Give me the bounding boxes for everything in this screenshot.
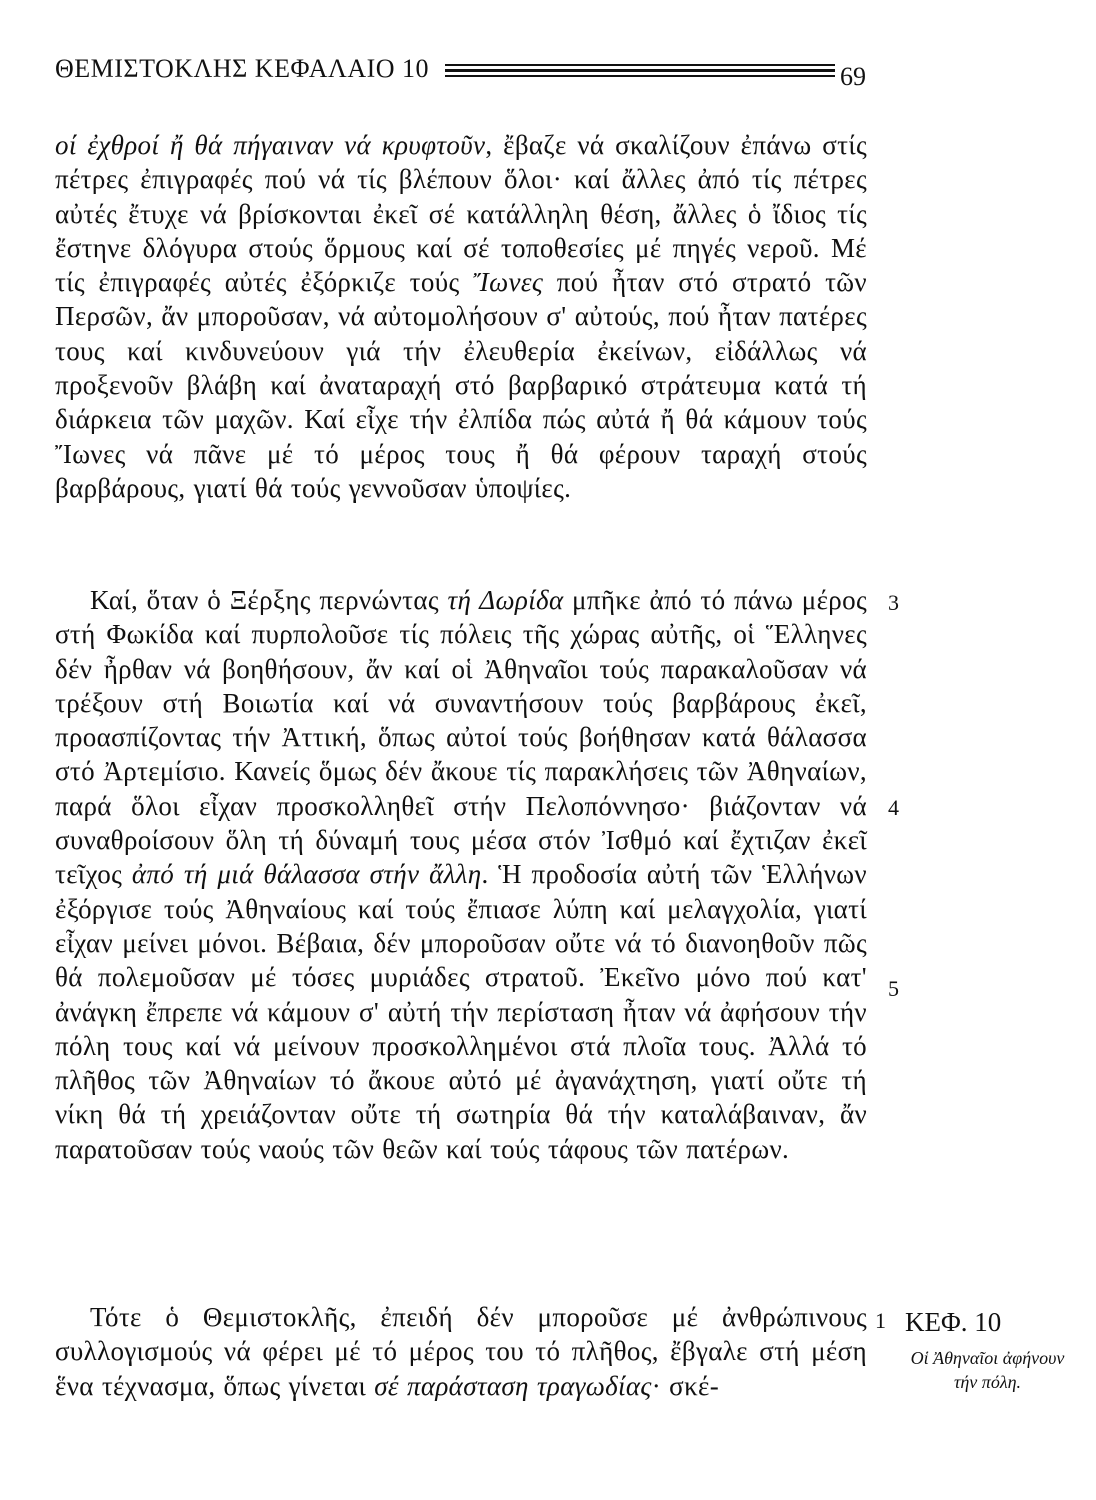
text-segment: Ἴωνες [473, 267, 544, 298]
text-segment: ἀπό τή μιά θάλασσα στήν ἄλλη [131, 859, 482, 890]
text-segment: Τότε ὁ Θεμιστοκλῆς, ἐπειδή δέν μποροῦσε μέ ἀνθρώπινους συλλογισμούς νά φέρει μέ τό μέρος του τό πλῆθος, ἔβγαλε στή μέση ἕνα τέχνασμα, ὅπως γίνεται [55, 1302, 867, 1401]
chapter-label: ΚΕΦ. 10 [905, 1307, 1002, 1337]
margin-section-number: 1 [875, 1308, 886, 1333]
text-segment: , ἔβαζε νά σκαλίζουν ἐπάνω στίς πέτρες ἐπιγραφές πού νά τίς βλέπουν ὅλοι· καί ἄλλες ἀπό τίς πέτρες αὐτές ἔτυχε νά βρίσκονται ἐκεῖ σέ κατάλληλη θέση, ἄλλες ὁ ἴδιος τίς ἔστηνε δλόγυρα στούς ὅρμους καί σέ τοποθεσίες μέ πηγές νεροῦ. Μέ τίς ἐπιγραφές αὐτές ἐξόρκιζε τούς [55, 130, 867, 298]
text-segment: πού ἦταν στό στρατό τῶν Περσῶν, ἄν μποροῦσαν, νά αὐτομολήσουν σ' αὐτούς, πού ἦταν πατέρες τους καί κινδυνεύουν γιά τήν ἐλευθερία ἐκείνων, εἰδάλλως νά προξενοῦν βλάβη καί ἀναταραχή στό βαρβαρικό στράτευμα κατά τή διάρκεια τῶν μαχῶν. Καί εἶχε τήν ἐλπίδα πώς αὐτά ἤ θά κάμουν τούς Ἴωνες νά πᾶνε μέ τό μέρος τους ἤ θά φέρουν ταραχή στούς βαρβάρους, γιατί θά τούς γεννοῦσαν ὑποψίες. [55, 267, 867, 503]
text-segment: τή Δωρίδα [447, 585, 564, 615]
running-title: ΘΕΜΙΣΤΟΚΛΗΣ ΚΕΦΑΛΑΙΟ 10 [55, 54, 430, 83]
paragraph-3 [55, 1300, 867, 1403]
header-rule [445, 64, 835, 66]
text-segment: μπῆκε ἀπό τό πάνω μέρος στή Φωκίδα καί πυρπολοῦσε τίς πόλεις τῆς χώρας αὐτῆς, οἱ Ἕλληνες δέν ἦρθαν νά βοηθήσουν, ἄν καί οἱ Ἀθηναῖοι τούς παρακαλοῦσαν νά τρέξουν στή Βοιωτία καί νά συναντήσουν τούς βαρβάρους ἐκεῖ, προασπίζοντας τήν Ἀττική, ὅπως αὐτοί τούς βοήθησαν κατά θάλασσα στό Ἀρτεμίσιο. Κανείς ὅμως δέν ἄκουε τίς παρακλήσεις τῶν Ἀθηναίων, παρά ὅλοι εἶχαν προσκολληθεῖ στήν Πελοπόννησο· βιάζονταν νά συναθροίσουν ὅλη τή δύναμή τους μέσα στόν Ἰσθμό καί ἔχτιζαν ἐκεῖ τεῖχος [55, 585, 867, 890]
chapter-margin-note: Οἱ Ἀθηναῖοι ἀφήνουν τήν πόλη. [910, 1348, 1065, 1392]
text-segment: Καί, ὅταν ὁ Ξέρξης περνώντας [90, 585, 448, 615]
paragraph-2 [55, 583, 867, 1166]
text-segment: οί ἐχθροί ἤ θά πήγαιναν νά κρυφτοῦν [55, 130, 486, 160]
header-rule [445, 69, 835, 72]
margin-section-number: 5 [888, 976, 899, 1001]
paragraph-1 [55, 128, 867, 505]
text-segment: . Ἡ προδοσία αὐτή τῶν Ἑλλήνων ἐξόργισε τούς Ἀθηναίους καί τούς ἔπιασε λύπη καί μελαγχολία, γιατί εἶχαν μείνει μόνοι. Βέβαια, δέν μποροῦσαν οὔτε νά τό διανοηθοῦν πῶς θά πολεμοῦσαν μέ τόσες μυριάδες στρατοῦ. Ἐκεῖνο μόνο πού κατ' ἀνάγκη ἔπρεπε νά κάμουν σ' αὐτή τήν περίσταση ἦταν νά ἀφήσουν τήν πόλη τους καί νά μείνουν προσκολλημένοι στά πλοῖα τους. Ἀλλά τό πλῆθος τῶν Ἀθηναίων τό ἄκουε αὐτό μέ ἀγανάχτηση, γιατί οὔτε τή νίκη θά τή χρειάζονταν οὔτε τή σωτηρία θά τήν καταλάβαιναν, ἄν παρατοῦσαν τούς ναούς τῶν θεῶν καί τούς τάφους τῶν πατέρων. [55, 859, 867, 1164]
text-segment: · σκέ- [651, 1370, 720, 1401]
margin-section-number: 4 [888, 795, 899, 820]
text-segment: σέ παράσταση τραγωδίας [374, 1370, 652, 1401]
margin-section-number: 3 [888, 590, 899, 615]
page-number: 69 [840, 62, 866, 91]
header-rule [445, 75, 835, 77]
